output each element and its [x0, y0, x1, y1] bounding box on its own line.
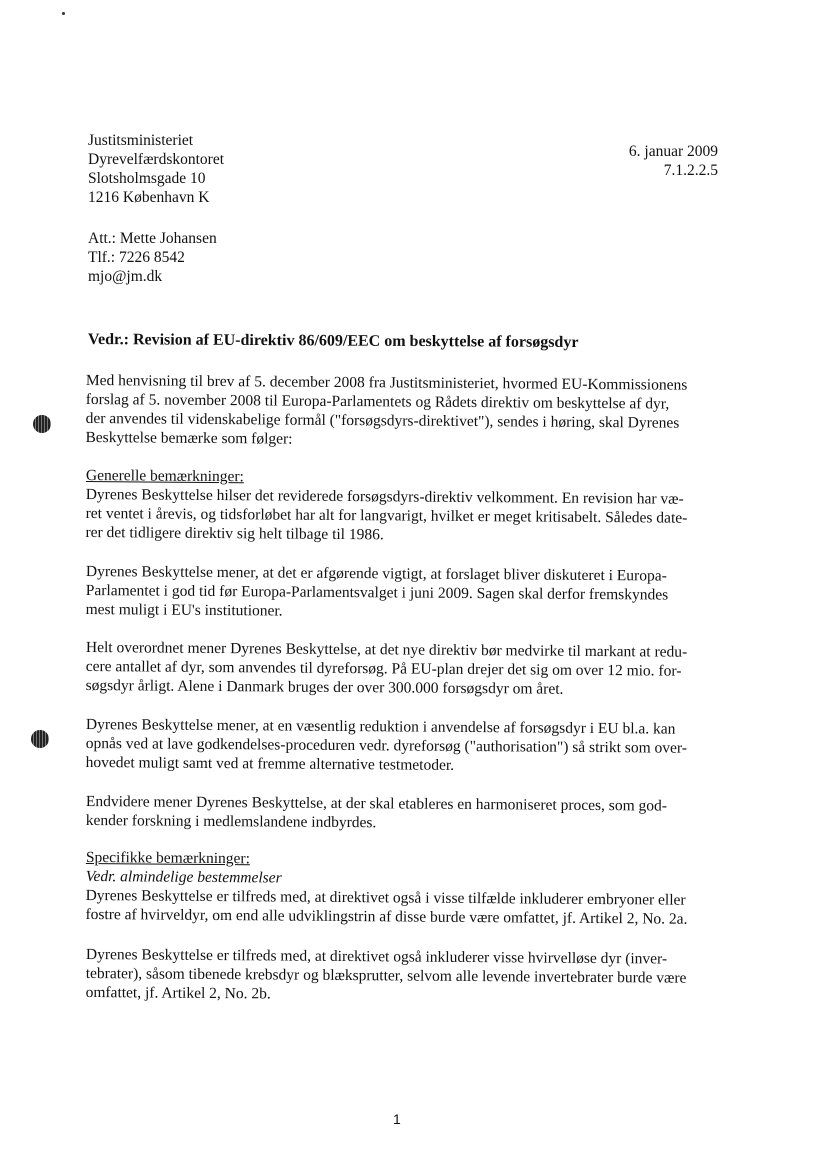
paragraph-line: Beskyttelse bemærke som følger:: [85, 428, 293, 448]
paragraph-line: ret ventet i årevis, og tidsforløbet har alt for langvarigt, hvilket er meget kritisabelt. Således date-: [85, 504, 688, 527]
address-line: Slotsholmsgade 10: [88, 170, 206, 187]
recipient-address-block: [88, 131, 224, 207]
intro-paragraph: [85, 371, 736, 452]
paragraph-line: mest muligt i EU's institutioner.: [85, 600, 283, 620]
punch-hole-mark: [33, 415, 51, 433]
contact-line: Att.: Mette Johansen: [88, 230, 217, 247]
paragraph-line: Dyrenes Beskyttelse mener, at en væsentlig reduktion i anvendelse af forsøgsdyr i EU bl.a. kan: [85, 715, 676, 738]
specific-remarks-heading: Specifikke bemærkninger:: [85, 848, 250, 868]
paragraph-line: kender forskning i medlemslandene indbyrdes.: [85, 811, 377, 832]
paragraph-line: der anvendes til videnskabelige formål ("forsøgsdyrs-direktivet"), sendes i høring, skal Dyrenes: [85, 409, 680, 432]
page-number: 1: [393, 1111, 401, 1127]
paragraph-line: Dyrenes Beskyttelse er tilfreds med, at direktivet også inkluderer visse hvirvelløse dyr (inver-: [85, 945, 668, 968]
paragraph-line: søgsdyr årligt. Alene i Danmark bruges der over 300.000 forsøgsdyr om året.: [85, 676, 564, 698]
contact-email: mjo@jm.dk: [88, 268, 163, 285]
general-remarks-heading: Generelle bemærkninger:: [85, 466, 244, 486]
address-line: Justitsministeriet: [88, 132, 194, 149]
paragraph-line: cere antallet af dyr, som anvendes til dyreforsøg. På EU-plan drejer det sig om over 12 mio. for-: [85, 657, 682, 680]
paragraph-line: tebrater), såsom tibenede krebsdyr og blæksprutter, selvom alle levende invertebrater burde være: [85, 964, 687, 987]
paragraph-line: omfattet, jf. Artikel 2, No. 2b.: [85, 983, 271, 1003]
paragraph-line: Endvidere mener Dyrenes Beskyttelse, at der skal etableres en harmoniseret proces, som god-: [85, 792, 668, 815]
paragraph-line: rer det tidligere direktiv sig helt tilbage til 1986.: [85, 523, 384, 544]
general-paragraph-3: [86, 638, 736, 700]
general-paragraph-5: [86, 792, 736, 835]
specific-remarks-subheading: Vedr. almindelige bestemmelser: [85, 867, 282, 887]
paragraph-line: opnås ved at lave godkendelses-proceduren vedr. dyreforsøg ("authorisation") så strikt som over-: [85, 734, 687, 757]
punch-hole-mark: [31, 730, 49, 748]
paragraph-line: Dyrenes Beskyttelse hilser det reviderede forsøgsdyrs-direktiv velkomment. En revision har væ-: [85, 485, 684, 508]
paragraph-line: Parlamentet i god tid før Europa-Parlamentsvalget i juni 2009. Sagen skal derfor fremskyndes: [85, 581, 669, 604]
specific-remarks-section: [85, 848, 736, 929]
specific-paragraph-2: [86, 945, 736, 1007]
address-line: Dyrevelfærdskontoret: [88, 151, 225, 168]
paragraph-line: Dyrenes Beskyttelse mener, at det er afgørende vigtigt, at forslaget bliver diskuteret i Europa-: [85, 562, 667, 585]
scan-speck: [62, 12, 65, 15]
contact-line: Tlf.: 7226 8542: [88, 249, 185, 266]
paragraph-line: Dyrenes Beskyttelse er tilfreds med, at direktivet også i visse tilfælde inkluderer embryoner eller: [85, 886, 686, 909]
general-paragraph-4: [86, 715, 736, 777]
paragraph-line: Helt overordnet mener Dyrenes Beskyttelse, at det nye direktiv bør medvirke til markant at redu-: [85, 638, 688, 661]
contact-block: [88, 229, 217, 286]
paragraph-line: hovedet muligt samt ved at fremme alternative testmetoder.: [85, 753, 455, 774]
paragraph-line: forslag af 5. november 2008 til Europa-Parlamentets og Rådets direktiv om beskyttelse af dyr,: [85, 390, 670, 413]
general-remarks-section: [85, 466, 736, 547]
paragraph-line: Med henvisning til brev af 5. december 2008 fra Justitsministeriet, hvormed EU-Kommissionens: [85, 371, 688, 394]
letter-date: 6. januar 2009: [628, 143, 718, 160]
paragraph-line: fostre af hvirveldyr, om end alle udviklingstrin af disse burde være omfattet, jf. Artikel 2, No. 2a.: [85, 905, 688, 928]
reference-number: 7.1.2.2.5: [663, 162, 718, 179]
date-block: [560, 142, 718, 180]
subject-line: Vedr.: Revision af EU-direktiv 86/609/EEC om beskyttelse af forsøgsdyr: [87, 330, 579, 351]
general-paragraph-2: [86, 562, 736, 624]
address-line: 1216 København K: [88, 189, 210, 206]
